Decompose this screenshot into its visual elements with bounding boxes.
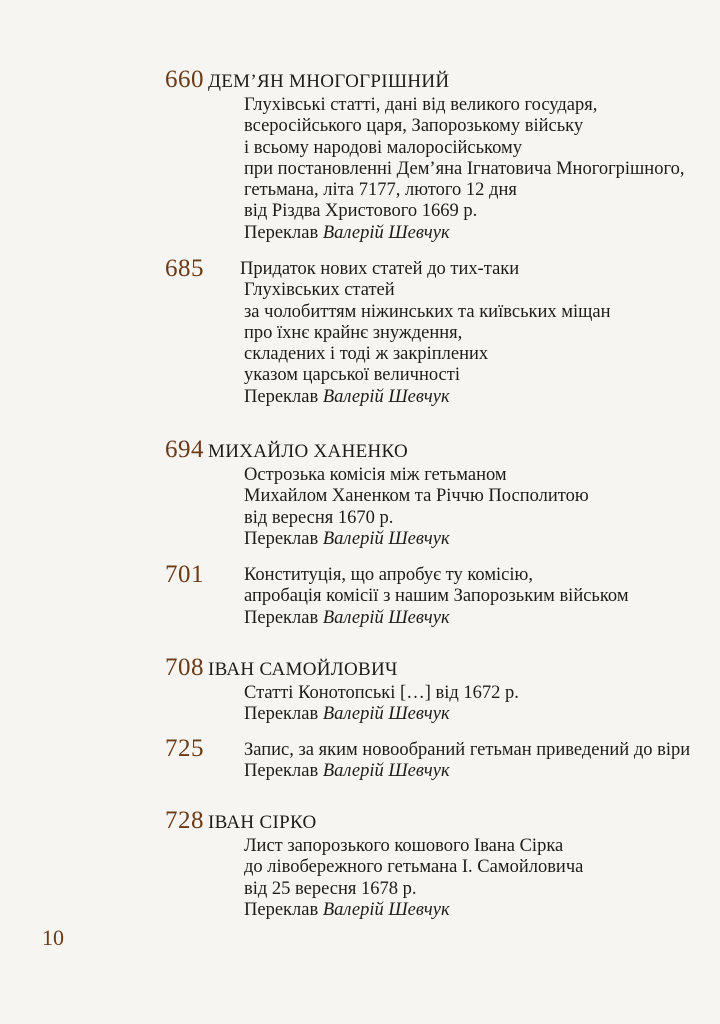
title-line: за чолобиттям ніжинських та київських міщан bbox=[244, 301, 611, 322]
title-line: указом царської величності bbox=[244, 365, 460, 386]
toc-entry-header bbox=[165, 807, 705, 837]
author-name: ДЕМ’ЯН МНОГОГРІШНИЙ bbox=[208, 71, 450, 92]
title-line: при постановленні Дем’яна Ігнатовича Многогрішного, bbox=[244, 158, 685, 179]
title-line: Глухівські статті, дані від великого государя, bbox=[244, 95, 598, 115]
translator-name: Валерій Шевчук bbox=[322, 704, 450, 725]
toc-entry-header bbox=[165, 66, 705, 96]
page-ref-number: 660 bbox=[165, 66, 204, 93]
title-line: Конституція, що апробує ту комісію, bbox=[244, 565, 533, 585]
toc-entry-body bbox=[240, 259, 714, 408]
toc-entry-body bbox=[244, 95, 714, 244]
toc-entry-header bbox=[165, 654, 705, 684]
translator-credit: Переклав Валерій Шевчук bbox=[244, 761, 450, 782]
translator-credit: Переклав Валерій Шевчук bbox=[244, 607, 450, 628]
title-line: від вересня 1670 р. bbox=[244, 507, 394, 528]
title-line: Глухівських статей bbox=[244, 280, 395, 301]
page-ref-number: 701 bbox=[165, 561, 204, 588]
page-ref-number: 725 bbox=[165, 735, 204, 762]
toc-entry-body bbox=[244, 565, 714, 629]
toc-entry-body bbox=[244, 740, 714, 783]
toc-entry-body bbox=[244, 683, 714, 726]
author-name: ІВАН САМОЙЛОВИЧ bbox=[208, 659, 398, 680]
title-line: і всьому народові малоросійському bbox=[244, 137, 522, 158]
page-ref-number: 685 bbox=[165, 255, 204, 282]
page-ref-number: 708 bbox=[165, 654, 204, 681]
title-line: Лист запорозького кошового Івана Сірка bbox=[244, 836, 564, 856]
translator-credit: Переклав Валерій Шевчук bbox=[244, 386, 450, 407]
title-line: до лівобережного гетьмана І. Самойловича bbox=[244, 857, 584, 878]
translator-credit: Переклав Валерій Шевчук bbox=[244, 222, 450, 243]
title-line: про їхнє крайнє знуждення, bbox=[244, 322, 463, 343]
translator-name: Валерій Шевчук bbox=[322, 528, 450, 549]
toc-entry-body bbox=[244, 465, 714, 550]
toc-entry-body bbox=[244, 836, 714, 921]
translator-credit: Переклав Валерій Шевчук bbox=[244, 528, 450, 549]
title-line: від 25 вересня 1678 р. bbox=[244, 878, 417, 899]
translator-name: Валерій Шевчук bbox=[322, 761, 450, 782]
translator-name: Валерій Шевчук bbox=[322, 386, 450, 407]
page-ref-number: 728 bbox=[165, 807, 204, 834]
title-line: Придаток нових статей до тих-таки bbox=[240, 259, 520, 279]
show-through-text bbox=[132, 58, 138, 78]
title-line: гетьмана, літа 7177, лютого 12 дня bbox=[244, 180, 517, 201]
author-name: МИХАЙЛО ХАНЕНКО bbox=[208, 441, 409, 462]
translator-name: Валерій Шевчук bbox=[322, 222, 450, 243]
translator-name: Валерій Шевчук bbox=[322, 899, 450, 920]
title-line: Запис, за яким новообраний гетьман приведений до віри bbox=[244, 740, 691, 760]
title-line: від Різдва Христового 1669 р. bbox=[244, 201, 478, 222]
translator-credit: Переклав Валерій Шевчук bbox=[244, 899, 450, 920]
title-line: всеросійського царя, Запорозькому війську bbox=[244, 116, 584, 137]
page-number: 10 bbox=[42, 925, 64, 950]
title-line: апробація комісії з нашим Запорозьким військом bbox=[244, 586, 629, 607]
translator-name: Валерій Шевчук bbox=[322, 607, 450, 628]
title-line: складених і тоді ж закріплених bbox=[244, 344, 489, 365]
title-line: Статті Конотопські […] від 1672 р. bbox=[244, 683, 519, 703]
translator-credit: Переклав Валерій Шевчук bbox=[244, 704, 450, 725]
page-ref-number: 694 bbox=[165, 436, 204, 463]
title-line: Острозька комісія між гетьманом bbox=[244, 465, 507, 485]
title-line: Михайлом Ханенком та Річчю Посполитою bbox=[244, 486, 589, 507]
toc-entry-header bbox=[165, 436, 705, 466]
author-name: ІВАН СІРКО bbox=[208, 812, 317, 833]
